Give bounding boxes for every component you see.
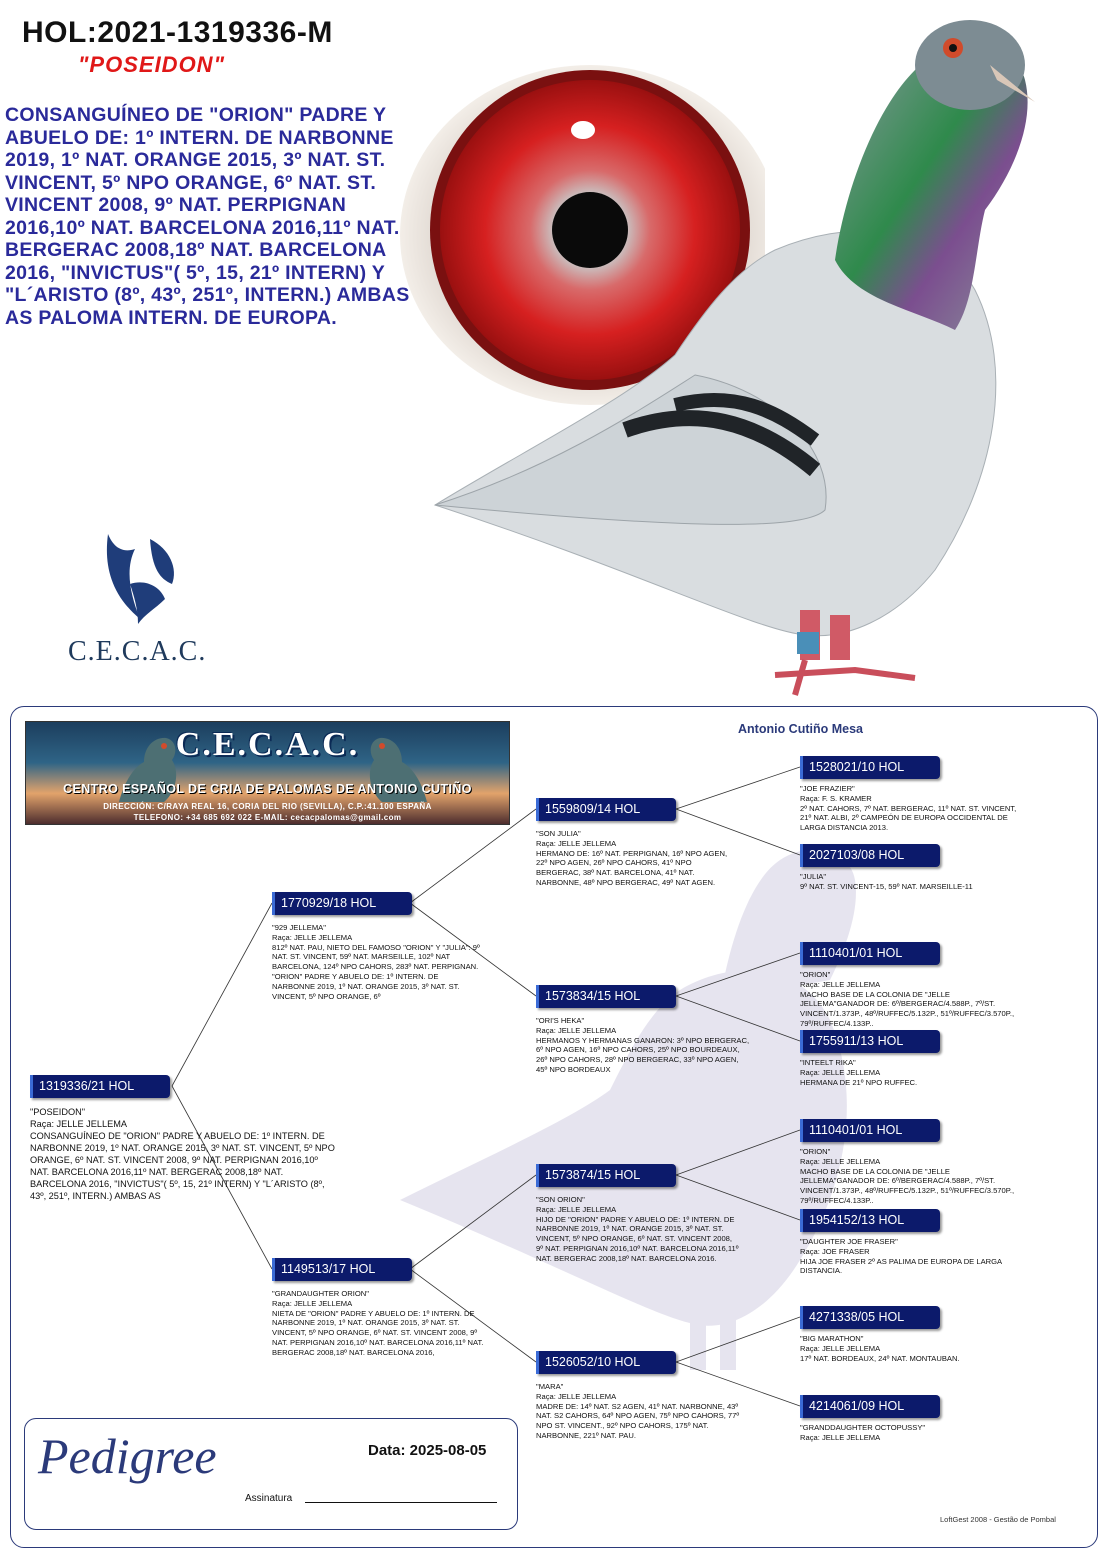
banner-subtitle: CENTRO ESPAÑOL DE CRIA DE PALOMAS DE ANTONIO CUTIÑO (63, 782, 472, 796)
sdd-notes: HERMANA DE 21º NPO RUFFEC. (800, 1077, 918, 1087)
subject-breed: Raça: JELLE JELLEMA (30, 1119, 128, 1129)
dsd-ring-tag[interactable]: 1954152/13 HOL (800, 1209, 940, 1232)
sd-info (536, 1016, 751, 1075)
signature-line[interactable] (305, 1502, 497, 1503)
banner-phone: TELEFONO: +34 685 692 022 E-MAIL: cecacpalomas@gmail.com (133, 813, 402, 822)
banner-address: DIRECCIÓN: C/RAYA REAL 16, CORIA DEL RIO (SEVILLA), C.P.:41.100 ESPAÑA (103, 802, 432, 811)
dss-name: "ORION" (800, 1147, 831, 1156)
pedigree-date: Data: 2025-08-05 (368, 1442, 487, 1459)
ss-name: "SON JULIA" (536, 829, 581, 838)
sd-name: "ORI'S HEKA" (536, 1016, 585, 1025)
ddd-ring-tag[interactable]: 4214061/09 HOL (800, 1395, 940, 1418)
ssd-info (800, 872, 1020, 892)
pedigree-title: Pedigree (38, 1428, 217, 1484)
sd-ring-tag[interactable]: 1573834/15 HOL (536, 985, 676, 1008)
pigeon-photo (375, 10, 1035, 700)
sdd-breed: Raça: JELLE JELLEMA (800, 1067, 881, 1077)
dss-info (800, 1147, 1020, 1206)
software-footer: LoftGest 2008 - Gestão de Pombal (940, 1515, 1056, 1524)
ssd-ring-tag[interactable]: 2027103/08 HOL (800, 844, 940, 867)
dd-info (536, 1382, 741, 1441)
ds-ring-tag[interactable]: 1573874/15 HOL (536, 1164, 676, 1187)
ss-notes: HERMANO DE: 16º NAT. PERPIGNAN, 16º NPO AGEN, 22º NPO AGEN, 26º NPO CAHORS, 41º NPO BERGERAC, 38º NAT. BARCELONA, 41º NAT. NARBONNE, 48º NPO BERGERAC, 49º NAT AGEN. (536, 848, 728, 887)
sss-notes: 2º NAT. CAHORS, 7º NAT. BERGERAC, 11º NAT. ST. VINCENT, 21º NAT. ALBI, 2º CAMPEÓN DE EUROPA OCCIDENTAL DE LARGA DISTANCIA 2013. (800, 803, 1017, 833)
owner-name: Antonio Cutiño Mesa (738, 722, 863, 736)
bird-name: "POSEIDON" (78, 52, 225, 77)
sds-breed: Raça: JELLE JELLEMA (800, 979, 881, 989)
dds-ring-tag[interactable]: 4271338/05 HOL (800, 1306, 940, 1329)
sds-ring-tag[interactable]: 1110401/01 HOL (800, 942, 940, 965)
sss-name: "JOE FRAZIER" (800, 784, 855, 793)
sire-breed: Raça: JELLE JELLEMA (272, 932, 353, 942)
dam-breed: Raça: JELLE JELLEMA (272, 1298, 353, 1308)
ddd-name: "GRANDDAUGHTER OCTOPUSSY" (800, 1423, 926, 1432)
sdd-info (800, 1058, 1020, 1087)
dd-notes: MADRE DE: 14º NAT. S2 AGEN, 41º NAT. NARBONNE, 43º NAT. S2 CAHORS, 64º NPO AGEN, 75º NPO CAHORS, 77º NPO ST. VINCENT., 92º NPO CAHORS, 175º NAT. NARBONNE, 221º NAT. PAU. (536, 1401, 740, 1440)
ssd-name: "JULIA" (800, 872, 827, 881)
dsd-breed: Raça: JOE FRASER (800, 1246, 870, 1256)
subject-info (30, 1106, 335, 1202)
ddd-info (800, 1423, 1020, 1443)
dss-ring-tag[interactable]: 1110401/01 HOL (800, 1119, 940, 1142)
sdd-ring-tag[interactable]: 1755911/13 HOL (800, 1030, 940, 1053)
dd-name: "MARA" (536, 1382, 564, 1391)
subject-notes: CONSANGUÍNEO DE "ORION" PADRE Y ABUELO DE: 1º INTERN. DE NARBONNE 2019, 1º NAT. ORANGE 2015, 3º NAT. ST. VINCENT, 5º NPO ORANGE, 6º NAT. ST. VINCENT 2008, 9º NAT. PERPIGNAN 2016,10º NAT. BARCELONA 2016,11º NAT. BERGERAC 2008,18º NAT. BARCELONA 2016, "INVICTUS"( 5º, 15, 21º INTERN) Y "L´ARISTO (8º, 43º, 251º, INTERN.) AMBAS AS (30, 1131, 335, 1201)
ds-notes: HIJO DE "ORION" PADRE Y ABUELO DE: 1º INTERN. DE NARBONNE 2019, 1º NAT. ORANGE 2015, 3º NAT. ST. VINCENT, 5º NPO ORANGE, 6º NAT. ST. VINCENT 2008, 9º NAT. PERPIGNAN 2016,10º NAT. BARCELONA 2016,11º NAT. BERGERAC 2008,18º NAT. BARCELONA 2016. (536, 1214, 739, 1263)
sss-ring-tag[interactable]: 1528021/10 HOL (800, 756, 940, 779)
sire-info (272, 923, 482, 1001)
sire-name: "929 JELLEMA" (272, 923, 326, 932)
sds-name: "ORION" (800, 970, 831, 979)
sds-info (800, 970, 1020, 1029)
sds-notes: MACHO BASE DE LA COLONIA DE "JELLE JELLEMA"GANADOR DE: 6º/BERGERAC/4.588P., 7º/ST. VINCENT/1.373P., 48º/RUFFEC/5.132P., 51º/RUFFEC/3.570P., 79º/RUFFEC/4.133P.. (800, 989, 1015, 1028)
cecac-logo-text: C.E.C.A.C. (68, 636, 207, 667)
signature-label: Assinatura (245, 1493, 293, 1504)
sire-ring-tag[interactable]: 1770929/18 HOL (272, 892, 412, 915)
sss-breed: Raça: F. S. KRAMER (800, 793, 872, 803)
dss-notes: MACHO BASE DE LA COLONIA DE "JELLE JELLEMA"GANADOR DE: 6º/BERGERAC/4.588P., 7º/ST. VINCENT/1.373P., 48º/RUFFEC/5.132P., 51º/RUFFEC/3.570P., 79º/RUFFEC/4.133P.. (800, 1166, 1015, 1205)
ss-info (536, 829, 736, 888)
dam-notes: NIETA DE "ORION" PADRE Y ABUELO DE: 1º INTERN. DE NARBONNE 2019, 1º NAT. ORANGE 2015, 3º NAT. ST. VINCENT, 5º NPO ORANGE, 6º NAT. ST. VINCENT 2008, 9º NAT. PERPIGNAN 2016,10º NAT. BARCELONA 2016,11º NAT. BERGERAC 2008,18º NAT. BARCELONA 2016, (272, 1308, 484, 1357)
subject-name: "POSEIDON" (30, 1107, 86, 1117)
ds-breed: Raça: JELLE JELLEMA (536, 1204, 617, 1214)
ds-name: "SON ORION" (536, 1195, 585, 1204)
sd-breed: Raça: JELLE JELLEMA (536, 1025, 617, 1035)
ds-info (536, 1195, 741, 1264)
bird-description: CONSANGUÍNEO DE "ORION" PADRE Y ABUELO DE: 1º INTERN. DE NARBONNE 2019, 1º NAT. ORANGE 2015, 3º NAT. ST. VINCENT, 5º NPO ORANGE, 6º NAT. ST. VINCENT 2008, 9º NAT. PERPIGNAN 2016,10º NAT. BARCELONA 2016,11º NAT. BERGERAC 2008,18º NAT. BARCELONA 2016, "INVICTUS"( 5º, 15, 21º INTERN) Y "L´ARISTO (8º, 43º, 251º, INTERN.) AMBAS AS PALOMA INTERN. DE EUROPA. (5, 104, 410, 329)
sd-notes: HERMANOS Y HERMANAS GANARON: 3º NPO BERGERAC, 6º NPO AGEN, 16º NPO CAHORS, 25º NPO BOURDEAUX, 26º NPO CAHORS, 28º NPO BERGERAC, 33º NPO AGEN, 45º NPO BORDEAUX (536, 1035, 750, 1074)
dsd-info (800, 1237, 1025, 1276)
dsd-name: "DAUGHTER JOE FRASER" (800, 1237, 898, 1246)
ssd-notes: 9º NAT. ST. VINCENT-15, 59º NAT. MARSEILLE-11 (800, 881, 973, 891)
sss-info (800, 784, 1020, 833)
cecac-banner (25, 721, 510, 825)
dam-ring-tag[interactable]: 1149513/17 HOL (272, 1258, 412, 1281)
dam-info (272, 1289, 487, 1358)
dss-breed: Raça: JELLE JELLEMA (800, 1156, 881, 1166)
ring-number-title: HOL:2021-1319336-M (22, 16, 333, 49)
sdd-name: "INTEELT RIKA" (800, 1058, 856, 1067)
dds-info (800, 1334, 1020, 1363)
dsd-notes: HIJA JOE FRASER 2º AS PALIMA DE EUROPA DE LARGA DISTANCIA. (800, 1256, 1002, 1276)
ddd-breed: Raça: JELLE JELLEMA (800, 1432, 881, 1442)
dds-name: "BIG MARATHON" (800, 1334, 864, 1343)
cecac-bird-logo (100, 524, 180, 634)
dam-name: "GRANDAUGHTER ORION" (272, 1289, 369, 1298)
ss-ring-tag[interactable]: 1559809/14 HOL (536, 798, 676, 821)
dd-breed: Raça: JELLE JELLEMA (536, 1391, 617, 1401)
dds-breed: Raça: JELLE JELLEMA (800, 1343, 881, 1353)
ss-breed: Raça: JELLE JELLEMA (536, 838, 617, 848)
sire-notes: 812º NAT. PAU, NIETO DEL FAMOSO "ORION" Y "JULIA": 9º NAT. ST. VINCENT, 59º NAT. MARSEILLE, 102º NAT BARCELONA, 124º NPO CAHORS, 283º NAT. PERPIGNAN. "ORION" PADRE Y ABUELO DE: 1º INTERN. DE NARBONNE 2019, 1º NAT. ORANGE 2015, 3º NAT. ST. VINCENT, 5º NPO ORANGE, 6º (272, 942, 480, 1001)
banner-logo-text: C.E.C.A.C. (175, 726, 360, 763)
dds-notes: 17º NAT. BORDEAUX, 24º NAT. MONTAUBAN. (800, 1353, 960, 1363)
subject-ring-tag[interactable]: 1319336/21 HOL (30, 1075, 170, 1098)
dd-ring-tag[interactable]: 1526052/10 HOL (536, 1351, 676, 1374)
